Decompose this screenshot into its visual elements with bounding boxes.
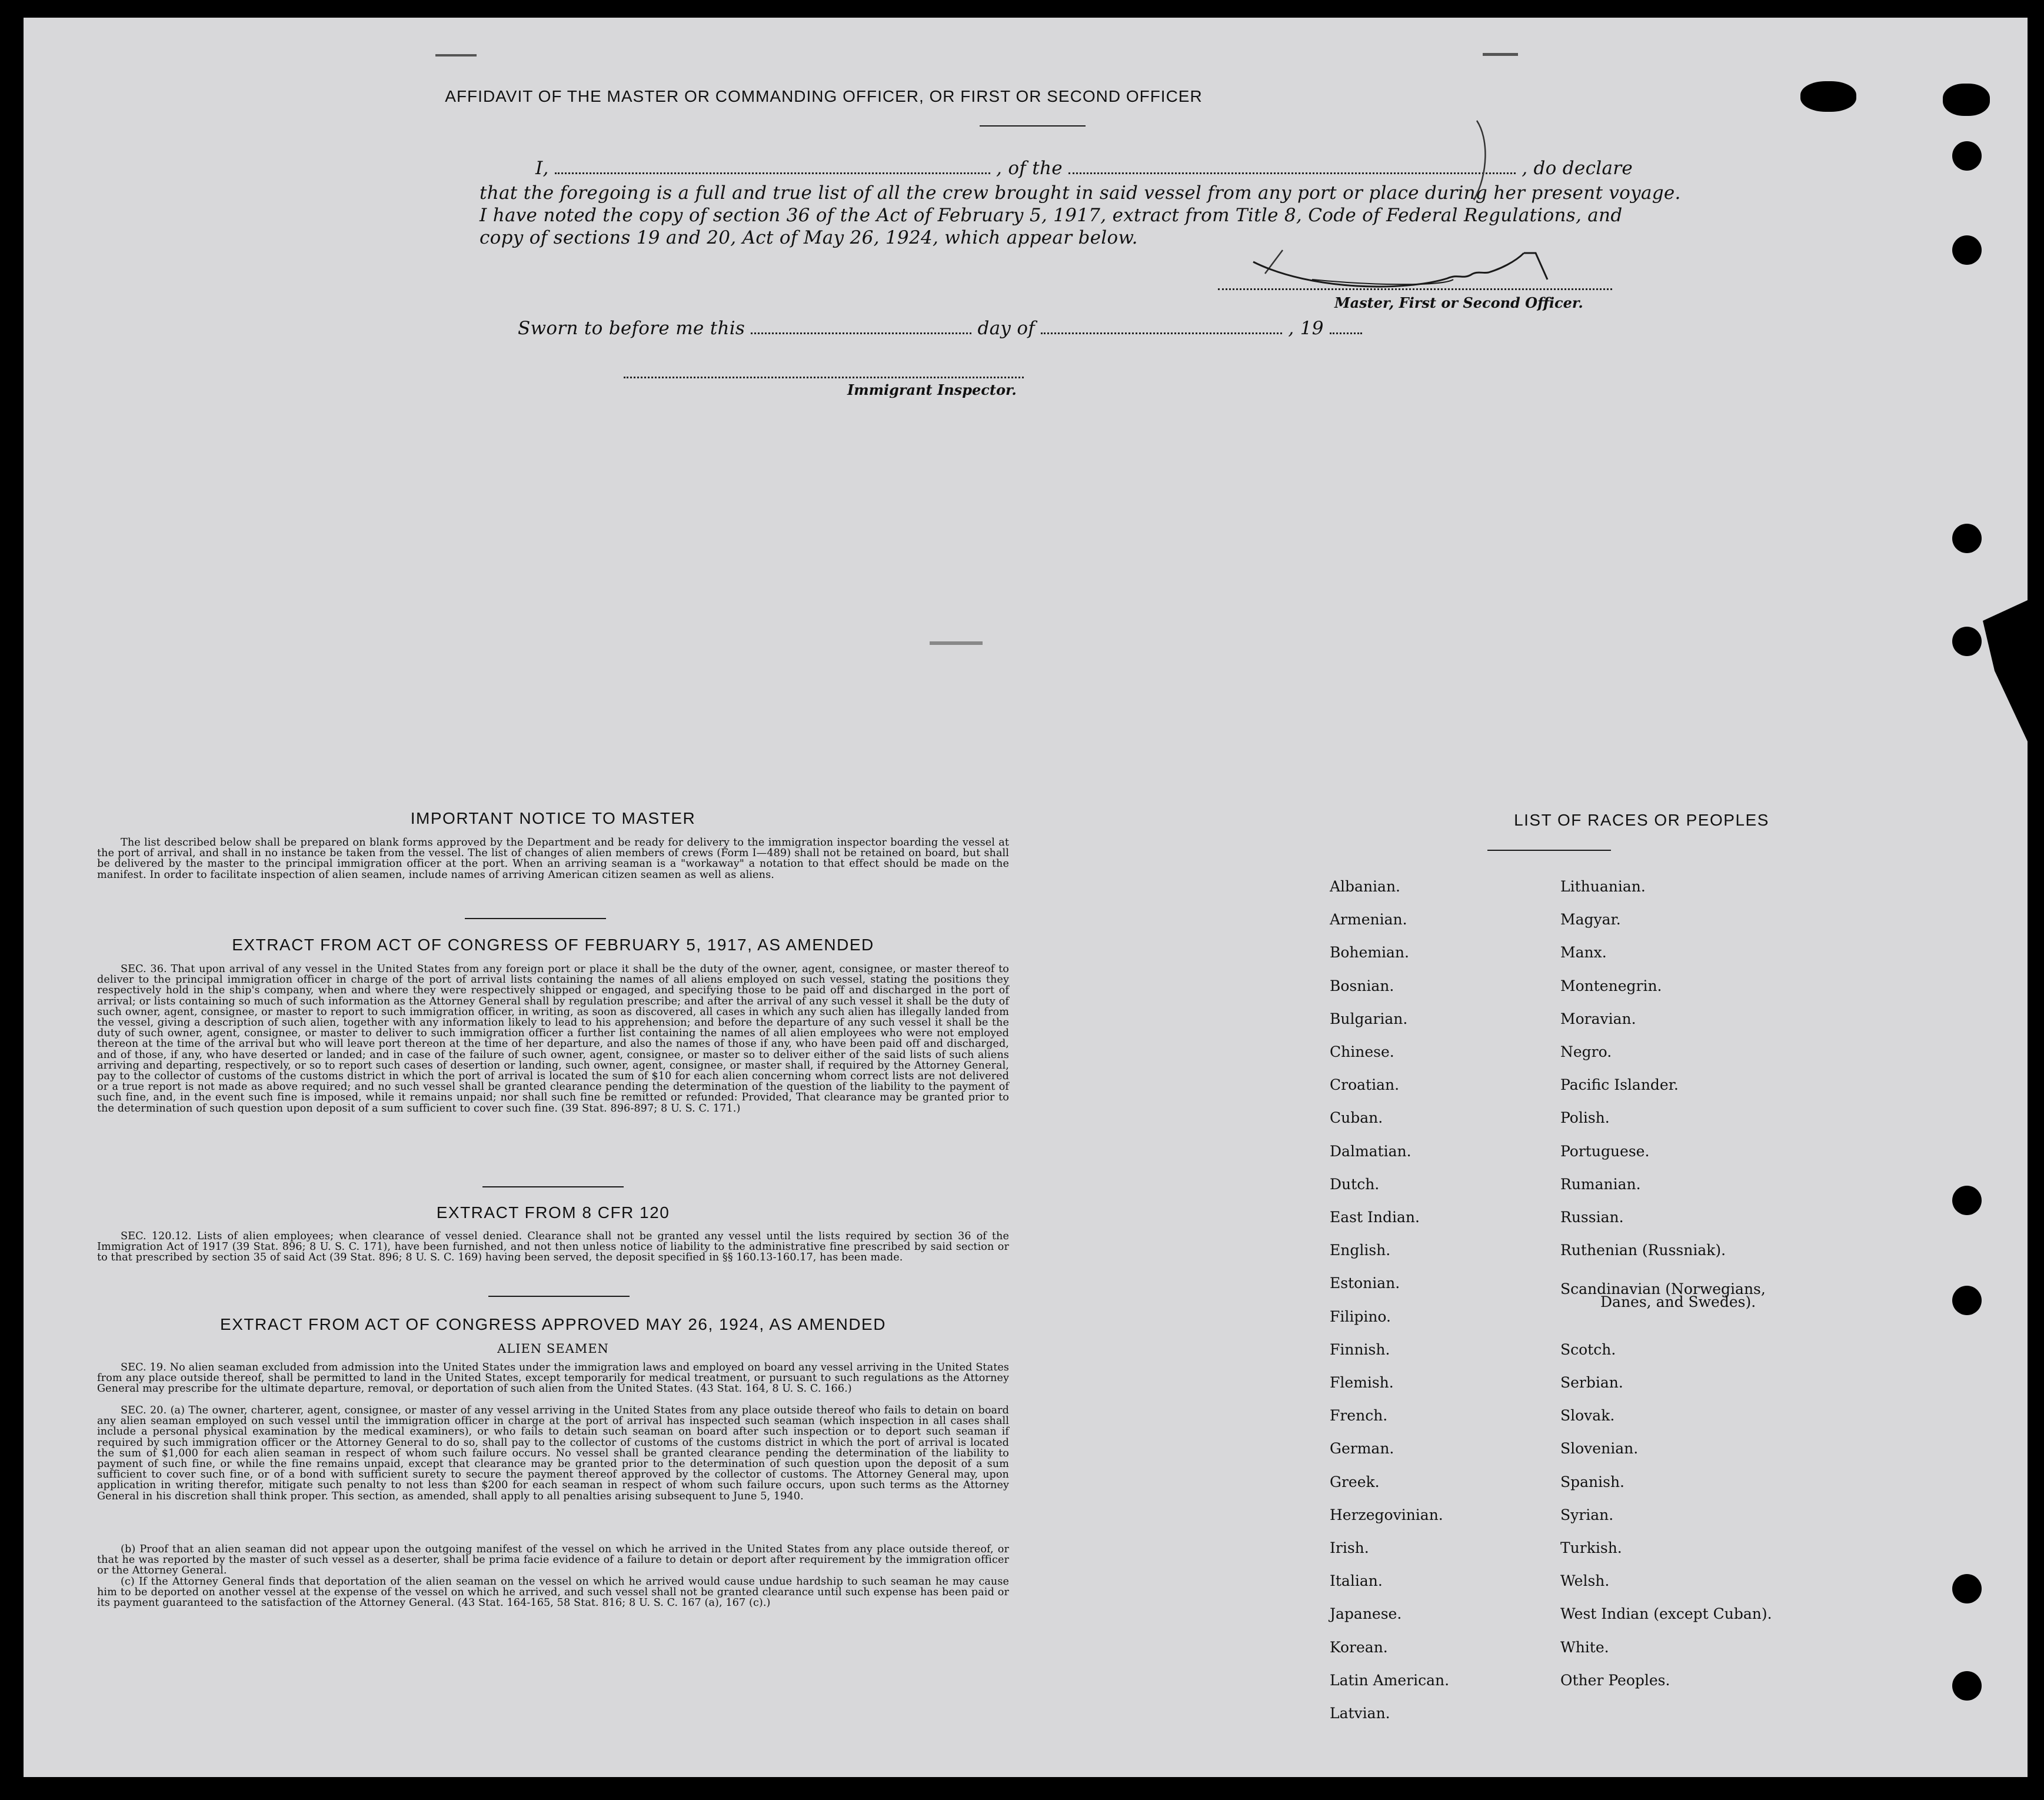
race-item: Chinese. — [1330, 1043, 1394, 1060]
extract-1924-title: EXTRACT FROM ACT OF CONGRESS APPROVED MAY 26, 1924, AS AMENDED — [220, 1315, 886, 1333]
race-item: Finnish. — [1330, 1340, 1390, 1358]
extract-1924-subtitle: ALIEN SEAMEN — [497, 1342, 609, 1356]
punch-hole — [1952, 1671, 1982, 1701]
race-item: Estonian. — [1330, 1275, 1400, 1292]
document-page — [24, 18, 2028, 1777]
race-item: Dalmatian. — [1330, 1142, 1412, 1160]
race-item: Negro. — [1560, 1043, 1612, 1060]
race-item: Syrian. — [1560, 1506, 1614, 1523]
punch-hole — [1952, 627, 1982, 656]
extract-1924-sec20a: SEC. 20. (a) The owner, charterer, agent, consignee, or master of any vessel arriving in the United States from any place outside thereof who fails to detain on board any alien seaman employed on such vessel until the immigration officer in charge at the port of arrival has inspected such seaman (which inspection in all cases shall include a personal physical examination by the medical examiners), or who fails to detain such seaman on board after such inspection or to deport such seaman if required by such immigration officer or the Attorney General to do so, shall pay to the collector of customs of the customs district in which the port of arrival is located the sum of $1,000 for each alien seaman in respect of whom such failure occurs. No vessel shall be granted clearance pending the determination of the liability to payment of such fine, or while the fine remains unpaid, except that clearance may be granted prior to the determination of such question upon the deposit of a sum sufficient to cover such fine, or of a bond with sufficient surety to secure the payment thereof approved by the collector of customs. The Attorney General may, upon application in writing therefor, mitigate such penalty to not less than $200 for each seaman in respect of whom such failure occurs, upon such terms as the Attorney General in his discretion shall think proper. This section, as amended, shall apply to all penalties arising subsequent to June 5, 1940. — [97, 1405, 1009, 1502]
races-title: LIST OF RACES OR PEOPLES — [1514, 811, 1769, 829]
name-blank — [555, 159, 990, 174]
race-item: Latvian. — [1330, 1705, 1390, 1722]
affidavit-line-2: that the foregoing is a full and true list of all the crew brought in said vessel from any port or place during her present voyage. — [480, 182, 1681, 204]
race-item: Slovak. — [1560, 1407, 1615, 1425]
race-item: Slovenian. — [1560, 1440, 1639, 1458]
extract-cfr-rule — [488, 1296, 630, 1297]
race-item: Lithuanian. — [1560, 878, 1646, 895]
race-item: Other Peoples. — [1560, 1671, 1670, 1689]
punch-hole — [1952, 1186, 1982, 1215]
notice-rule — [465, 918, 606, 919]
race-item: Portuguese. — [1560, 1142, 1650, 1160]
extract-1924-sec19: SEC. 19. No alien seaman excluded from admission into the United States under the immigration laws and employed on board any vessel arriving in the United States from any place outside thereof, shall be permitted to land in the United States, except temporarily for medical treatment, or pursuant to such regulations as the Attorney General may prescribe for the ultimate departure, removal, or deportation of such alien from the United States. (43 Stat. 164, 8 U. S. C. 166.) — [97, 1362, 1009, 1395]
punch-hole — [1952, 524, 1982, 553]
race-item: Manx. — [1560, 944, 1607, 961]
extract-1917-title: EXTRACT FROM ACT OF CONGRESS OF FEBRUARY 5, 1917, AS AMENDED — [232, 936, 874, 954]
punch-hole-top-right-blot — [1943, 84, 1990, 116]
punch-hole-top-left-blot — [1800, 81, 1856, 112]
punch-hole — [1952, 141, 1982, 171]
race-item: Pacific Islander. — [1560, 1076, 1679, 1094]
race-item: Ruthenian (Russniak). — [1560, 1242, 1726, 1259]
race-item: Moravian. — [1560, 1010, 1636, 1027]
punch-hole — [1952, 1286, 1982, 1315]
punch-hole — [1952, 235, 1982, 265]
race-item: Flemish. — [1330, 1374, 1394, 1391]
race-item: German. — [1330, 1440, 1394, 1458]
race-item: Albanian. — [1330, 878, 1401, 895]
handwritten-signature — [1194, 103, 1606, 303]
month-blank — [1041, 320, 1282, 334]
race-item: Welsh. — [1560, 1572, 1610, 1590]
affidavit-line-3: I have noted the copy of section 36 of the Act of February 5, 1917, extract from Title 8, Code of Federal Regulations, and — [480, 205, 1623, 226]
race-item: Japanese. — [1330, 1605, 1402, 1623]
race-item: Korean. — [1330, 1638, 1388, 1656]
year-blank — [1330, 320, 1362, 334]
race-item: Herzegovinian. — [1330, 1506, 1443, 1523]
race-item: Montenegrin. — [1560, 977, 1662, 994]
extract-1917-rule — [482, 1186, 624, 1187]
race-item: East Indian. — [1330, 1209, 1420, 1226]
inspector-caption: Immigrant Inspector. — [847, 381, 1017, 398]
affidavit-title: AFFIDAVIT OF THE MASTER OR COMMANDING OFFICER, OR FIRST OR SECOND OFFICER — [445, 87, 1203, 105]
affidavit-line-4: copy of sections 19 and 20, Act of May 26, 1924, which appear below. — [480, 227, 1138, 248]
race-item: Bulgarian. — [1330, 1010, 1408, 1027]
race-item: West Indian (except Cuban). — [1560, 1605, 1772, 1623]
race-item: Spanish. — [1560, 1473, 1625, 1490]
race-item: Filipino. — [1330, 1307, 1391, 1325]
race-item: Cuban. — [1330, 1109, 1383, 1127]
race-item: English. — [1330, 1242, 1391, 1259]
race-item-scandinavian-continued: Danes, and Swedes). — [1600, 1293, 1756, 1310]
race-item: Scotch. — [1560, 1340, 1616, 1358]
race-item: Armenian. — [1330, 911, 1407, 929]
race-item: Scandinavian (Norwegians, — [1560, 1280, 1766, 1298]
extract-1924-sec20c: (c) If the Attorney General finds that deportation of the alien seaman on the vessel on which he arrived would cause undue hardship to such seaman he may cause him to be deported on another vessel at the expense of the vessel on which he arrived, and such vessel shall not be granted clearance until such expense has been paid or its payment guaranteed to the satisfaction of the Attorney General. (43 Stat. 164-165, 58 Stat. 816; 8 U. S. C. 167 (a), 167 (c).) — [97, 1576, 1009, 1609]
extract-1917-text: SEC. 36. That upon arrival of any vessel in the United States from any foreign port or place it shall be the duty of the owner, agent, consignee, or master thereof to deliver to the principal immigration officer in charge of the port of arrival lists containing the names of all aliens employed on such vessel, stating the positions they respectively hold in the ship's company, when and where they were respectively shipped or engaged, and specifying those to be paid off and discharged in the port of arrival; or lists containing so much of such information as the Attorney General shall by regulation prescribe; and after the arrival of any such vessel it shall be the duty of such owner, agent, consignee, or master to report to such immigration officer, in writing, as soon as discovered, all cases in which any such alien has illegally landed from the vessel, giving a description of such alien, together with any information likely to lead to his apprehension; and before the departure of any such vessel it shall be the duty of such owner, agent, consignee, or master to deliver to such immigration officer a further list containing the names of all alien employees who were not employed thereon at the time of the arrival but who will leave port thereon at the time of her departure, and also the names of those if any, who have been paid off and discharged, and of those, if any, who have deserted or landed; and in case of the failure of such owner, agent, consignee, or master so to deliver either of the said lists of such aliens arriving and departing, respectively, or so to report such cases of desertion or landing, such owner, agent, consignee, or master shall, if required by the Attorney General, pay to the collector of customs of the customs district in which the port of arrival is located the sum of $10 for each alien concerning whom correct lists are not delivered or a true report is not made as above required; and no such vessel shall be granted clearance pending the determination of the question of the liability to the payment of such fine, and, in the event such fine is imposed, while it remains unpaid; nor shall such fine be remitted or refunded: Provided, That clearance may be granted prior to the determination of such question upon deposit of a sum sufficient to cover such fine. (39 Stat. 896-897; 8 U. S. C. 171.) — [97, 963, 1009, 1114]
inspector-signature-line — [624, 377, 1024, 378]
torn-edge-notch — [1983, 600, 2028, 747]
race-item: Serbian. — [1560, 1374, 1623, 1391]
extract-cfr-text: SEC. 120.12. Lists of alien employees; when clearance of vessel denied. Clearance shall not be granted any vessel until the lists required by section 36 of the Immigration Act of 1917 (39 Stat. 896; 8 U. S. C. 171), have been furnished, and not then unless notice of liability to the administrative fine prescribed by said section or to that prescribed by section 35 of said Act (39 Stat. 896; 8 U. S. C. 169) having been served, the deposit specified in §§ 160.13-160.17, has been made. — [97, 1230, 1009, 1264]
race-item: Greek. — [1330, 1473, 1380, 1490]
race-item: Bohemian. — [1330, 944, 1409, 961]
notice-text: The list described below shall be prepared on blank forms approved by the Department and be ready for delivery to the immigration inspector boarding the vessel at the port of arrival, and shall in no instance be taken from the vessel. The list of changes of alien members of crews (Form I—489) shall not be retained on board, but shall be delivered by the master to the principal immigration officer at the port. When an arriving seaman is a "workaway" a notation to that effect should be made on the manifest. In order to facilitate inspection of alien seamen, include names of arriving American citizen seamen as well as aliens. — [97, 837, 1009, 881]
signature-line — [1218, 288, 1612, 290]
race-item: Rumanian. — [1560, 1175, 1641, 1193]
race-item: Dutch. — [1330, 1175, 1380, 1193]
race-item: Magyar. — [1560, 911, 1621, 929]
race-item: Turkish. — [1560, 1539, 1622, 1556]
affidavit-title-rule — [980, 125, 1086, 127]
race-item: Italian. — [1330, 1572, 1383, 1590]
race-item: White. — [1560, 1638, 1609, 1656]
race-item: Irish. — [1330, 1539, 1369, 1556]
signer-caption: Master, First or Second Officer. — [1334, 294, 1583, 311]
sworn-line: Sworn to before me this day of , 19 — [518, 318, 1362, 339]
day-blank — [751, 320, 971, 334]
extract-cfr-title: EXTRACT FROM 8 CFR 120 — [436, 1203, 670, 1222]
notice-title: IMPORTANT NOTICE TO MASTER — [410, 809, 696, 827]
race-item: Bosnian. — [1330, 977, 1394, 994]
race-item: Russian. — [1560, 1209, 1624, 1226]
extract-1924-sec20b: (b) Proof that an alien seaman did not appear upon the outgoing manifest of the vessel on which he arrived in the United States from any place outside thereof, or that he was reported by the master of such vessel as a deserter, shall be prima facie evidence of a failure to detain or deport after requirement by the immigration officer or the Attorney General. — [97, 1543, 1009, 1577]
race-item: French. — [1330, 1407, 1388, 1425]
races-rule — [1487, 850, 1611, 851]
race-item: Croatian. — [1330, 1076, 1400, 1094]
race-item: Polish. — [1560, 1109, 1610, 1127]
affidavit-line-1: I, , of the , do declare — [535, 158, 1633, 179]
punch-hole — [1952, 1574, 1982, 1603]
race-item: Latin American. — [1330, 1671, 1450, 1689]
